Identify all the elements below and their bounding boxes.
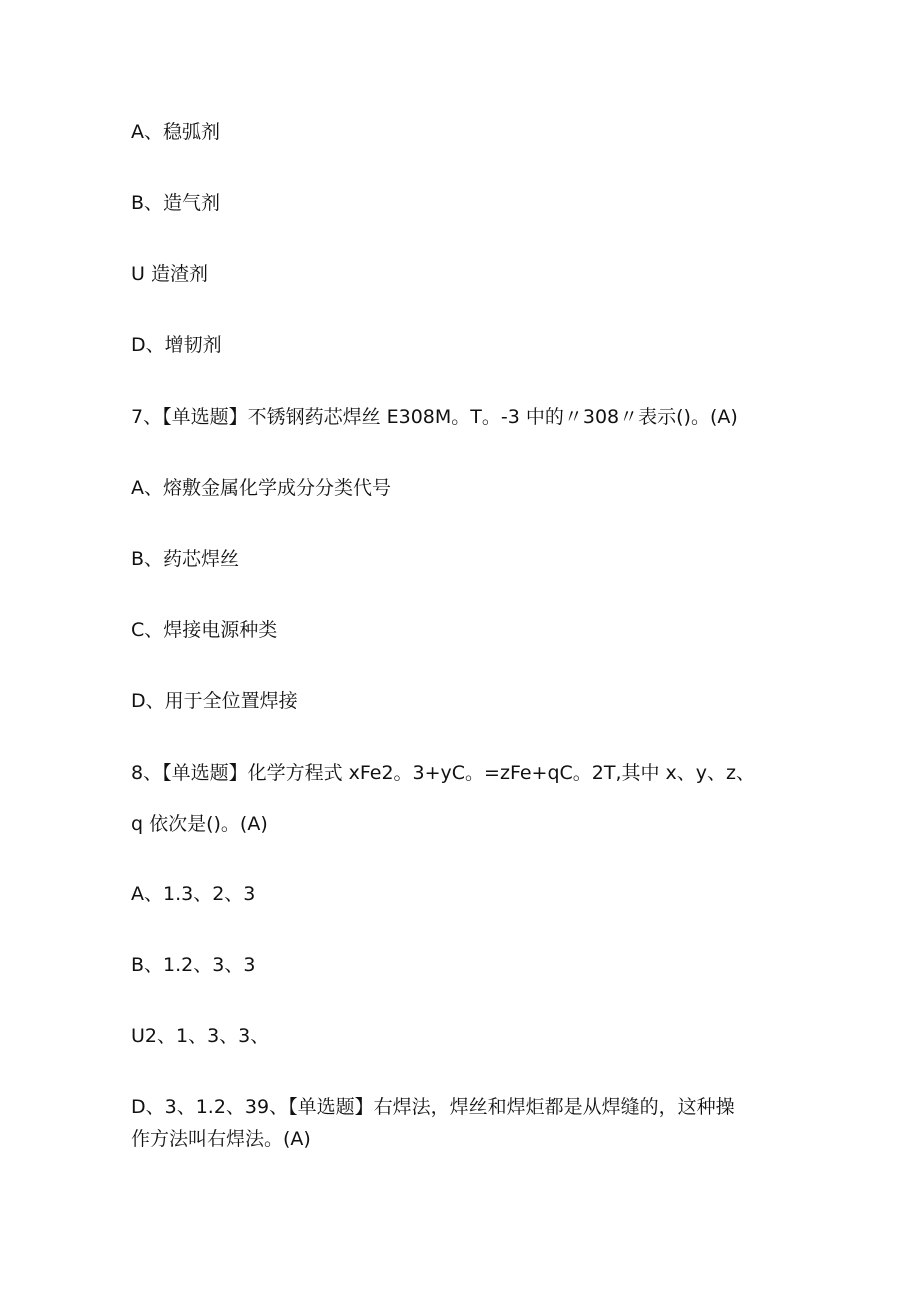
q7-option-a: A、熔敷金属化学成分分类代号	[131, 477, 391, 499]
q8-option-c: U2、1、3、3、	[131, 1025, 270, 1047]
q8-option-a: A、1.3、2、3	[131, 883, 256, 905]
q7-option-c: C、焊接电源种类	[131, 619, 278, 641]
option-b-gas-former: B、造气剂	[131, 192, 221, 214]
question-9-line-2: 作方法叫右焊法。(A)	[131, 1128, 311, 1150]
option-c-slag-former: U 造渣剂	[131, 263, 208, 285]
q8-option-d-question-9-line-1: D、3、1.2、39、【单选题】右焊法，焊丝和焊炬都是从焊缝的，这种操	[131, 1096, 735, 1118]
option-a-arc-stabilizer: A、稳弧剂	[131, 121, 220, 143]
question-7: 7、【单选题】不锈钢药芯焊丝 E308M。T。-3 中的〃308〃表示()。(A)	[131, 406, 738, 428]
question-8-line-2: q 依次是()。(A)	[131, 813, 268, 835]
q8-option-b: B、1.2、3、3	[131, 954, 256, 976]
question-8-line-1: 8、【单选题】化学方程式 xFe2。3+yC。=zFe+qC。2T,其中 x、y、z、	[131, 762, 756, 784]
q7-option-b: B、药芯焊丝	[131, 548, 240, 570]
q7-option-d: D、用于全位置焊接	[131, 690, 298, 712]
option-d-toughener: D、增韧剂	[131, 334, 222, 356]
